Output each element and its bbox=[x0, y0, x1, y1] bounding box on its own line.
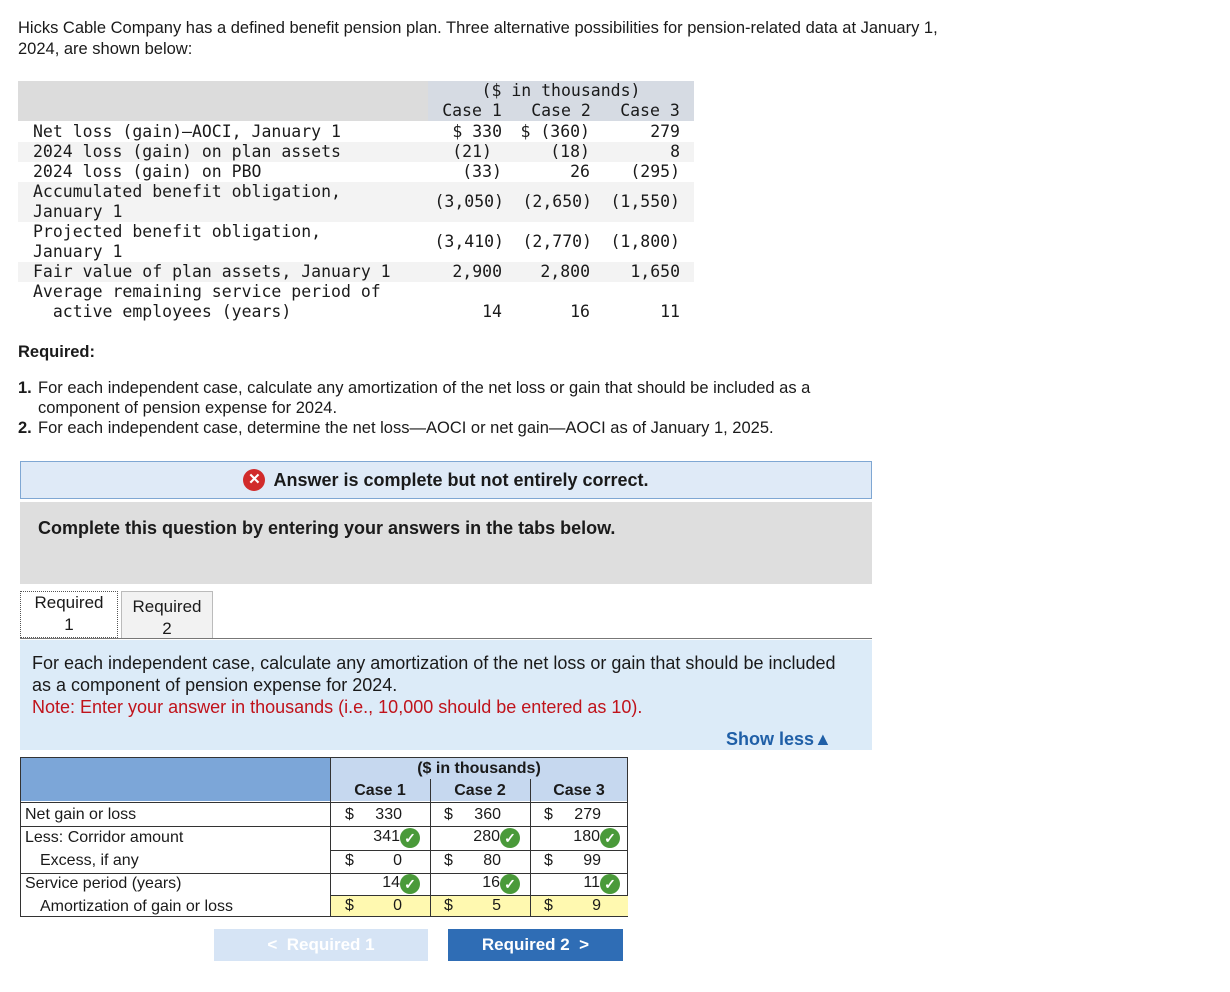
case-1-header: Case 1 bbox=[442, 101, 502, 120]
corridor-input[interactable]: 341 bbox=[373, 828, 400, 845]
row-rule bbox=[20, 802, 628, 803]
answer-row-label: Amortization of gain or loss bbox=[40, 898, 233, 915]
required-heading: Required: bbox=[18, 343, 96, 361]
dollar-sign: $ bbox=[544, 852, 553, 869]
data-row-label: 2024 loss (gain) on plan assets bbox=[33, 142, 341, 161]
data-cell: 11 bbox=[660, 302, 680, 321]
panel-question: For each independent case, calculate any amortization of the net loss or gain that should be included as a component of pension expense for 2024. bbox=[32, 653, 836, 695]
next-required-2-button[interactable] bbox=[448, 929, 623, 961]
dollar-sign: $ bbox=[345, 806, 354, 823]
answer-cell: 80 bbox=[483, 852, 501, 869]
tab-label-line1: Required bbox=[132, 597, 202, 616]
correct-check-icon: ✓ bbox=[600, 874, 620, 894]
data-row-label: Net loss (gain)—AOCI, January 1 bbox=[33, 122, 341, 141]
amortization-input[interactable]: 0 bbox=[393, 897, 402, 914]
next-button-label: Required 2 bbox=[481, 935, 570, 954]
row-rule bbox=[20, 873, 628, 874]
answer-cell: 330 bbox=[375, 806, 402, 823]
dollar-sign: $ bbox=[444, 852, 453, 869]
tab-label-line2: 2 bbox=[162, 619, 172, 638]
data-cell: (1,800) bbox=[610, 232, 680, 251]
data-cell: (1,550) bbox=[610, 192, 680, 211]
data-cell: (3,410) bbox=[434, 232, 504, 251]
data-cell: 26 bbox=[570, 162, 590, 181]
dollar-sign: $ bbox=[544, 806, 553, 823]
row-rule bbox=[330, 850, 628, 851]
required-item bbox=[18, 378, 888, 418]
data-cell: 8 bbox=[670, 142, 680, 161]
required-item-number: 1. bbox=[18, 379, 32, 397]
answer-row-label: Service period (years) bbox=[25, 875, 182, 892]
correct-check-icon: ✓ bbox=[500, 874, 520, 894]
data-table-case-headers bbox=[428, 101, 694, 121]
result-banner-text: Answer is complete but not entirely correct. bbox=[273, 469, 649, 490]
service-period-input[interactable]: 14 bbox=[382, 874, 400, 891]
data-cell: (33) bbox=[462, 162, 502, 181]
case-2-header: Case 2 bbox=[531, 101, 591, 120]
amortization-input[interactable]: 5 bbox=[492, 897, 501, 914]
data-cell: 14 bbox=[482, 302, 502, 321]
required-item-number: 2. bbox=[18, 419, 32, 437]
data-cell: (295) bbox=[630, 162, 680, 181]
dollar-sign: $ bbox=[444, 806, 453, 823]
answer-cell: 99 bbox=[583, 852, 601, 869]
case-1-header: Case 1 bbox=[354, 782, 406, 799]
data-cell: 1,650 bbox=[630, 262, 680, 281]
data-cell: 2,800 bbox=[540, 262, 590, 281]
data-row-label: Fair value of plan assets, January 1 bbox=[33, 262, 391, 281]
service-period-input[interactable]: 16 bbox=[482, 874, 500, 891]
service-period-input[interactable]: 11 bbox=[583, 874, 600, 891]
instruction-box bbox=[20, 502, 872, 584]
data-cell: 2,900 bbox=[452, 262, 502, 281]
answer-table bbox=[20, 757, 628, 917]
tab-label-line1: Required bbox=[34, 593, 104, 612]
answer-row-label: Excess, if any bbox=[40, 852, 139, 869]
row-rule bbox=[20, 826, 628, 827]
dollar-sign: $ bbox=[444, 897, 453, 914]
corridor-input[interactable]: 280 bbox=[473, 828, 500, 845]
chevron-left-icon: < bbox=[267, 935, 287, 954]
correct-check-icon: ✓ bbox=[500, 828, 520, 848]
data-row-label: Projected benefit obligation, January 1 bbox=[33, 222, 322, 261]
data-cell: 279 bbox=[650, 122, 680, 141]
tab-divider bbox=[20, 638, 872, 639]
show-less-link[interactable]: Show less▲ bbox=[726, 729, 832, 749]
question-panel-text bbox=[32, 652, 852, 718]
data-row-label: Accumulated benefit obligation, January 1 bbox=[33, 182, 341, 221]
data-cell: (2,770) bbox=[522, 232, 592, 251]
error-x-icon: ✕ bbox=[243, 469, 265, 491]
required-item-text: For each independent case, determine the net loss—AOCI or net gain—AOCI as of January 1, 2025. bbox=[38, 419, 774, 437]
data-row-label: Average remaining service period of active employees (years) bbox=[33, 282, 381, 321]
data-cell: (18) bbox=[550, 142, 590, 161]
data-cell: $ 330 bbox=[452, 122, 502, 141]
case-3-header: Case 3 bbox=[620, 101, 680, 120]
col-rule bbox=[430, 896, 431, 917]
corridor-input[interactable]: 180 bbox=[573, 828, 600, 845]
correct-check-icon: ✓ bbox=[600, 828, 620, 848]
data-table-units: ($ in thousands) bbox=[481, 81, 641, 100]
problem-intro: Hicks Cable Company has a defined benefit pension plan. Three alternative possibilities for pension-related data at January 1, 2024, are shown below: bbox=[18, 19, 938, 58]
correct-check-icon: ✓ bbox=[400, 828, 420, 848]
result-banner bbox=[20, 461, 872, 499]
data-row-label: 2024 loss (gain) on PBO bbox=[33, 162, 262, 181]
answer-cell: 0 bbox=[393, 852, 402, 869]
dollar-sign: $ bbox=[345, 897, 354, 914]
required-item bbox=[18, 418, 888, 438]
amortization-input[interactable]: 9 bbox=[592, 897, 601, 914]
dollar-sign: $ bbox=[345, 852, 354, 869]
answer-cell: 279 bbox=[574, 806, 601, 823]
panel-note: Note: Enter your answer in thousands (i.e., 10,000 should be entered as 10). bbox=[32, 697, 643, 717]
required-item-text: For each independent case, calculate any amortization of the net loss or gain that should be included as a component of pension expense for 2024. bbox=[38, 379, 811, 417]
tab-required-2[interactable] bbox=[121, 591, 213, 638]
instruction-text: Complete this question by entering your answers in the tabs below. bbox=[38, 518, 616, 538]
case-3-header: Case 3 bbox=[553, 782, 605, 799]
required-list bbox=[18, 378, 888, 438]
data-cell: $ (360) bbox=[520, 122, 590, 141]
col-rule bbox=[530, 896, 531, 917]
data-cell: (3,050) bbox=[434, 192, 504, 211]
correct-check-icon: ✓ bbox=[400, 874, 420, 894]
tab-label-line2: 1 bbox=[64, 615, 74, 634]
answer-cell: 360 bbox=[474, 806, 501, 823]
answer-units: ($ in thousands) bbox=[417, 760, 541, 777]
dollar-sign: $ bbox=[544, 897, 553, 914]
data-cell: (21) bbox=[452, 142, 492, 161]
data-cell: 16 bbox=[570, 302, 590, 321]
data-cell: (2,650) bbox=[522, 192, 592, 211]
case-2-header: Case 2 bbox=[454, 782, 506, 799]
answer-row-label: Less: Corridor amount bbox=[25, 829, 184, 846]
answer-row-label: Net gain or loss bbox=[25, 806, 137, 823]
chevron-right-icon: > bbox=[569, 935, 590, 954]
tab-required-1[interactable] bbox=[20, 591, 118, 638]
prev-required-1-button[interactable] bbox=[214, 929, 428, 961]
prev-button-label: Required 1 bbox=[286, 935, 375, 954]
